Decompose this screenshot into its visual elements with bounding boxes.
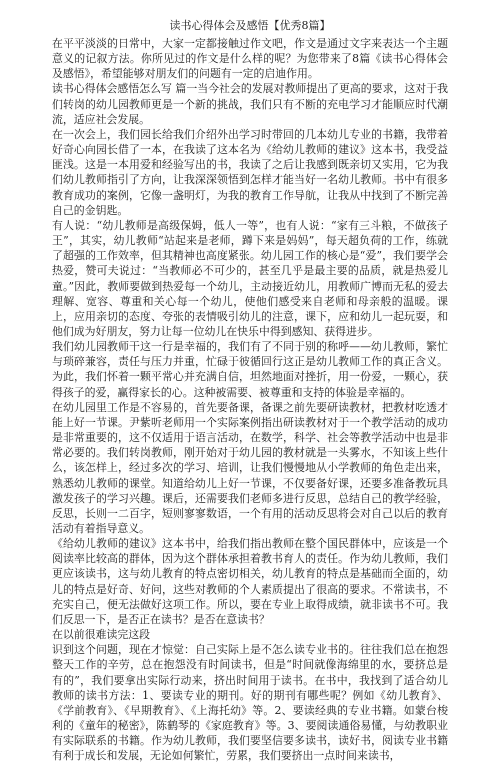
paragraph-3: 有人说：“幼儿教师是高级保姆，低人一等”，也有人说：“家有三斗粮，不做孩子王”，其实，幼儿教师“站起来是老师，蹲下来是妈妈”，每天超负荷的工作，练就了超强的工作效率，但其精神也高度紧张。幼儿园工作的核心是“爱”，我们要学会热爱，赞可夫说过：“当教师必不可少的，甚至几乎是最主要的品质，就是热爱儿童。”因此，教师要做到热爱每一个幼儿，主动接近幼儿，用教师广博而无私的爱去理解、宽容、尊重和关心每一个幼儿，使他们感受来自老师和母亲般的温暖。课上，应用亲切的态度、夸张的表情吸引幼儿的注意，课下，应和幼儿一起玩耍，和他们成为好朋友，努力让每一位幼儿在快乐中得到感知、获得进步。 bbox=[52, 218, 448, 338]
paragraph-1: 读书心得体会感悟怎么写 篇一当今社会的发展对教师提出了更高的要求，这对于我们转岗的幼儿园教师更是一个新的挑战，我们只有不断的充电学习才能顺应时代潮流，适应社会发展。 bbox=[52, 82, 448, 126]
document-page bbox=[52, 18, 448, 763]
paragraph-4: 我们幼儿园教师干这一行是幸福的，我们有了不同于别的称呼——幼儿教师，繁忙与琐碎兼容，责任与压力并重，忙碌于彼循回行这正是幼儿教师工作的真正含义。为此，我们怀着一颗平常心并充满自信，坦然地面对挫折，用一份爱，一颗心，获得孩子的爱，赢得家长的心。这种被需要、被尊重和支持的体验是幸福的。 bbox=[52, 340, 448, 399]
paragraph-intro: 在平平淡淡的日常中，大家一定都接触过作文吧，作文是通过文字来表达一个主题意义的记叙方法。你所见过的作文是什么样的呢？为您带来了8篇《读书心得体会及感悟》，希望能够对朋友们的问题有一定的启迪作用。 bbox=[52, 37, 448, 81]
paragraph-2: 在一次会上，我们园长给我们介绍外出学习时带回的几本幼儿专业的书籍，我带着好奇心向园长借了一本，在我读了这本名为《给幼儿教师的建议》这本书，我受益匪浅。这是一本用爱和经验写出的书，我读了之后让我感到既亲切又实用，它为我们幼儿教师指引了方向，让我深深领悟到怎样才能当好一名幼儿教师。书中有很多教育成功的案例，它像一盏明灯，为我的教育工作导航，让我从中找到了不断完善自己的金钥匙。 bbox=[52, 127, 448, 217]
paragraph-8: 识到这个问题，现在才惊觉：自己实际上是不怎么读专业书的。往往我们总在抱怨整天工作的辛劳，总在抱怨没有时间读书，但是“时间就像海绵里的水，要挤总是有的”，我们要拿出实际行动来，挤出时间用于读书。在书中，我找到了适合幼儿教师的读书方法：1、要读专业的期刊。好的期刊有哪些呢？例如《幼儿教育》、《学前教育》、《早期教育》、《上海托幼》等。2、要读经典的专业书籍。如蒙台梭利的《童年的秘密》，陈鹤琴的《家庭教育》等。3、要阅读通俗易懂，与幼教职业有实际联系的书籍。作为幼儿教师，我们要坚信要多读书，读好书，阅读专业书籍有利于成长和发展，无论如何繁忙，劳累，我们要挤出一点时间来读书， bbox=[52, 643, 448, 763]
document-title: 读书心得体会及感悟【优秀8篇】 bbox=[169, 19, 331, 32]
paragraph-7: 在以前很难读完这段 bbox=[52, 628, 151, 642]
paragraph-5: 在幼儿园里工作是不容易的，首先要备课，备课之前先要研读教材，把教材吃透才能上好一节课。尹紫听老师用一个实际案例指出研读教材对于一个教学活动的成功是非常重要的，这不仅适用于语言活动，在数学，科学、社会等教学活动中也是非常必要的。我们转岗教师，刚开始对于幼儿园的教材就是一头雾水，不知该上些什么，该怎样上，经过多次的学习、培训，让我们慢慢地从小学教师的角色走出来，熟悉幼儿教师的课堂。知道给幼儿上好一节课，不仅要备好课，还要多准备教玩具激发孩子的学习兴趣。课后，还需要我们老师多进行反思，总结自己的教学经验，反思，长则一二百字，短则寥寥数语，一个有用的活动反思将会对自己以后的教育活动有着指导意义。 bbox=[52, 400, 448, 535]
paragraph-6: 《给幼儿教师的建议》这本书中，给我们指出教师在整个国民群体中，应该是一个阅读率比较高的群体，因为这个群体承担着教书育人的责任。作为幼儿教师，我们更应该读书，这与幼儿教育的特点密切相关，幼儿教育的特点是基础而全面的，幼儿的特点是好奇、好问，这些对教师的个人素质提出了很高的要求。不常读书，不充实自己，便无法做好这项工作。所以，要在专业上取得成绩，就非读书不可。我们反思一下，是否正在读书？是否在意读书？ bbox=[52, 537, 448, 626]
